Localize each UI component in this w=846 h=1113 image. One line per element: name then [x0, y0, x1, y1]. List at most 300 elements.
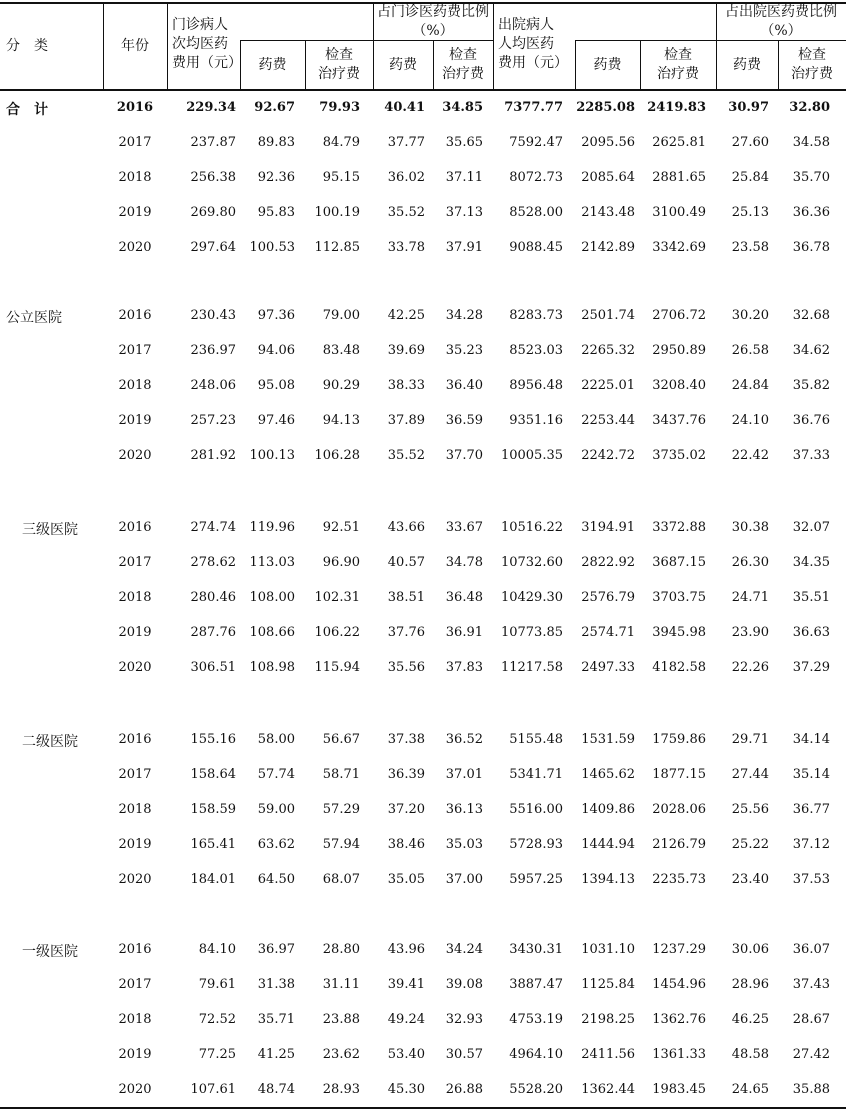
- cell-outpatient-drug-ratio: 35.05: [387, 872, 425, 887]
- cell-inpatient-exam: 3437.76: [652, 413, 706, 428]
- cell-inpatient-drug-ratio: 30.38: [731, 520, 769, 535]
- header-subline: [575, 40, 716, 41]
- cell-outpatient-exam-ratio: 35.03: [445, 837, 483, 852]
- cell-outpatient-per-visit: 256.38: [190, 170, 236, 185]
- cell-inpatient-drug: 1125.84: [581, 977, 635, 992]
- cell-outpatient-per-visit: 79.61: [198, 977, 236, 992]
- cell-outpatient-per-visit: 158.59: [190, 802, 236, 817]
- cell-inpatient-exam: 3735.02: [652, 448, 706, 463]
- cell-outpatient-exam: 28.93: [322, 1082, 360, 1097]
- cell-inpatient-per-capita: 4964.10: [509, 1047, 563, 1062]
- cell-inpatient-exam: 3372.88: [652, 520, 706, 535]
- cell-outpatient-exam: 106.22: [314, 625, 360, 640]
- cell-inpatient-drug-ratio: 28.96: [731, 977, 769, 992]
- cell-inpatient-exam: 3703.75: [652, 590, 706, 605]
- cell-outpatient-exam: 79.93: [319, 100, 360, 115]
- cell-inpatient-drug-ratio: 29.71: [731, 732, 769, 747]
- cell-inpatient-exam: 3687.15: [652, 555, 706, 570]
- cell-outpatient-drug: 31.38: [257, 977, 295, 992]
- cell-outpatient-per-visit: 257.23: [190, 413, 236, 428]
- cell-inpatient-drug-ratio: 22.26: [731, 660, 769, 675]
- cell-outpatient-drug-ratio: 35.52: [387, 205, 425, 220]
- cell-outpatient-exam: 68.07: [322, 872, 360, 887]
- cell-outpatient-exam-ratio: 34.28: [445, 308, 483, 323]
- cell-outpatient-drug: 92.36: [257, 170, 295, 185]
- group-label: 合 计: [6, 102, 48, 118]
- cell-inpatient-drug: 3194.91: [581, 520, 635, 535]
- cell-outpatient-drug: 100.13: [249, 448, 295, 463]
- cell-outpatient-drug: 36.97: [257, 942, 295, 957]
- cell-outpatient-drug: 35.71: [257, 1012, 295, 1027]
- cell-outpatient-exam: 83.48: [322, 343, 360, 358]
- group-label: 公立医院: [6, 310, 62, 326]
- cell-year: 2020: [118, 448, 152, 463]
- cell-outpatient-exam-ratio: 36.91: [445, 625, 483, 640]
- cell-outpatient-exam: 112.85: [314, 240, 360, 255]
- header-outpatient-exam: 检查 治疗费: [318, 47, 360, 82]
- cell-outpatient-exam-ratio: 34.85: [442, 100, 483, 115]
- cell-inpatient-drug: 2095.56: [581, 135, 635, 150]
- cell-outpatient-per-visit: 72.52: [198, 1012, 236, 1027]
- cell-inpatient-exam-ratio: 37.53: [792, 872, 830, 887]
- cell-inpatient-exam: 1983.45: [652, 1082, 706, 1097]
- cell-inpatient-per-capita: 9351.16: [509, 413, 563, 428]
- cell-inpatient-exam-ratio: 36.07: [792, 942, 830, 957]
- cell-inpatient-drug-ratio: 24.10: [731, 413, 769, 428]
- cell-outpatient-drug: 113.03: [249, 555, 295, 570]
- cell-outpatient-exam: 94.13: [322, 413, 360, 428]
- cell-inpatient-drug: 2497.33: [581, 660, 635, 675]
- cell-inpatient-per-capita: 8072.73: [509, 170, 563, 185]
- cell-outpatient-exam-ratio: 37.91: [445, 240, 483, 255]
- cell-outpatient-exam: 58.71: [322, 767, 360, 782]
- cell-year: 2019: [118, 625, 152, 640]
- cell-outpatient-exam-ratio: 36.59: [445, 413, 483, 428]
- cell-inpatient-drug: 1465.62: [581, 767, 635, 782]
- cell-year: 2017: [118, 977, 152, 992]
- cell-inpatient-drug-ratio: 27.44: [731, 767, 769, 782]
- header-category: 分 类: [6, 38, 48, 54]
- cell-outpatient-drug: 108.98: [249, 660, 295, 675]
- cell-inpatient-exam-ratio: 35.82: [792, 378, 830, 393]
- cell-outpatient-per-visit: 107.61: [190, 1082, 236, 1097]
- cell-outpatient-drug: 63.62: [257, 837, 295, 852]
- header-bottom-rule: [0, 89, 846, 91]
- cell-inpatient-drug: 2242.72: [581, 448, 635, 463]
- cell-year: 2016: [118, 732, 152, 747]
- cell-outpatient-drug-ratio: 38.46: [387, 837, 425, 852]
- cell-outpatient-per-visit: 287.76: [190, 625, 236, 640]
- cell-outpatient-drug: 95.08: [257, 378, 295, 393]
- cell-inpatient-drug: 1531.59: [581, 732, 635, 747]
- cell-outpatient-per-visit: 297.64: [190, 240, 236, 255]
- cell-inpatient-drug-ratio: 48.58: [731, 1047, 769, 1062]
- cell-inpatient-drug-ratio: 30.97: [728, 100, 769, 115]
- cell-outpatient-exam-ratio: 39.08: [445, 977, 483, 992]
- cell-inpatient-drug-ratio: 24.65: [731, 1082, 769, 1097]
- cell-inpatient-exam-ratio: 28.67: [792, 1012, 830, 1027]
- cell-inpatient-exam: 1454.96: [652, 977, 706, 992]
- cell-outpatient-drug-ratio: 36.39: [387, 767, 425, 782]
- cell-outpatient-exam: 115.94: [314, 660, 360, 675]
- cell-inpatient-exam: 3342.69: [652, 240, 706, 255]
- cell-inpatient-exam-ratio: 32.80: [789, 100, 830, 115]
- cell-inpatient-exam: 1361.33: [652, 1047, 706, 1062]
- cell-inpatient-drug: 1362.44: [581, 1082, 635, 1097]
- header-outpatient-ratio: 占门诊医药费比例 （%）: [377, 4, 489, 39]
- cell-inpatient-drug-ratio: 27.60: [731, 135, 769, 150]
- cell-inpatient-exam: 1362.76: [652, 1012, 706, 1027]
- cell-inpatient-exam-ratio: 36.63: [792, 625, 830, 640]
- cell-outpatient-drug-ratio: 37.77: [387, 135, 425, 150]
- cell-inpatient-drug-ratio: 30.20: [731, 308, 769, 323]
- cell-outpatient-exam-ratio: 36.48: [445, 590, 483, 605]
- header-inpatient-ratio-drug: 药费: [733, 57, 761, 73]
- header-outpatient-ratio-exam: 检查 治疗费: [442, 47, 484, 82]
- cell-year: 2018: [118, 802, 152, 817]
- cell-outpatient-drug: 97.36: [257, 308, 295, 323]
- cell-year: 2016: [118, 942, 152, 957]
- cell-inpatient-drug-ratio: 24.84: [731, 378, 769, 393]
- cell-year: 2019: [118, 205, 152, 220]
- cell-year: 2016: [118, 308, 152, 323]
- cell-inpatient-per-capita: 5155.48: [509, 732, 563, 747]
- cell-inpatient-drug-ratio: 22.42: [731, 448, 769, 463]
- cell-outpatient-drug-ratio: 37.20: [387, 802, 425, 817]
- cell-outpatient-exam-ratio: 37.13: [445, 205, 483, 220]
- cell-inpatient-drug-ratio: 26.58: [731, 343, 769, 358]
- cell-outpatient-per-visit: 165.41: [190, 837, 236, 852]
- cell-outpatient-exam: 28.80: [322, 942, 360, 957]
- cell-outpatient-exam: 23.62: [322, 1047, 360, 1062]
- cell-outpatient-per-visit: 274.74: [190, 520, 236, 535]
- cell-outpatient-exam-ratio: 34.24: [445, 942, 483, 957]
- cell-inpatient-per-capita: 5341.71: [509, 767, 563, 782]
- cell-outpatient-drug-ratio: 33.78: [387, 240, 425, 255]
- cell-inpatient-exam-ratio: 34.35: [792, 555, 830, 570]
- cell-inpatient-drug: 2085.64: [581, 170, 635, 185]
- cell-inpatient-exam: 3208.40: [652, 378, 706, 393]
- cell-inpatient-exam-ratio: 34.14: [792, 732, 830, 747]
- cell-outpatient-drug-ratio: 39.41: [387, 977, 425, 992]
- cell-outpatient-drug-ratio: 45.30: [387, 1082, 425, 1097]
- cell-inpatient-exam: 2419.83: [647, 100, 706, 115]
- header-divider: [167, 3, 168, 90]
- cell-outpatient-drug-ratio: 43.66: [387, 520, 425, 535]
- cell-outpatient-drug: 41.25: [257, 1047, 295, 1062]
- cell-inpatient-drug: 2574.71: [581, 625, 635, 640]
- cell-inpatient-exam: 2028.06: [652, 802, 706, 817]
- cell-inpatient-per-capita: 10773.85: [500, 625, 563, 640]
- cell-inpatient-drug: 2198.25: [581, 1012, 635, 1027]
- cell-outpatient-drug: 57.74: [257, 767, 295, 782]
- cell-inpatient-exam-ratio: 36.77: [792, 802, 830, 817]
- cell-outpatient-drug: 95.83: [257, 205, 295, 220]
- cell-outpatient-exam: 57.29: [322, 802, 360, 817]
- cell-inpatient-exam-ratio: 35.14: [792, 767, 830, 782]
- cell-inpatient-exam: 2625.81: [652, 135, 706, 150]
- header-inpatient-ratio-exam: 检查 治疗费: [791, 47, 833, 82]
- header-outpatient-per-visit: 门诊病人 次均医药 费用（元）: [172, 17, 242, 71]
- cell-outpatient-per-visit: 84.10: [198, 942, 236, 957]
- cell-year: 2019: [118, 837, 152, 852]
- cell-inpatient-drug-ratio: 24.71: [731, 590, 769, 605]
- cell-year: 2016: [116, 100, 154, 115]
- cell-outpatient-exam: 31.11: [322, 977, 360, 992]
- cell-inpatient-exam-ratio: 37.43: [792, 977, 830, 992]
- group-label: 一级医院: [22, 944, 78, 960]
- cell-inpatient-per-capita: 5957.25: [509, 872, 563, 887]
- cell-inpatient-exam: 4182.58: [652, 660, 706, 675]
- cell-outpatient-drug-ratio: 38.51: [387, 590, 425, 605]
- cell-outpatient-per-visit: 280.46: [190, 590, 236, 605]
- cell-year: 2019: [118, 413, 152, 428]
- cell-outpatient-per-visit: 236.97: [190, 343, 236, 358]
- header-subline: [240, 40, 373, 41]
- cell-outpatient-exam-ratio: 36.13: [445, 802, 483, 817]
- cell-year: 2017: [118, 555, 152, 570]
- cell-outpatient-drug: 58.00: [257, 732, 295, 747]
- cell-inpatient-exam: 1759.86: [652, 732, 706, 747]
- cell-inpatient-exam: 2950.89: [652, 343, 706, 358]
- cell-year: 2020: [118, 660, 152, 675]
- cell-outpatient-per-visit: 248.06: [190, 378, 236, 393]
- cell-outpatient-drug-ratio: 39.69: [387, 343, 425, 358]
- cell-outpatient-per-visit: 281.92: [190, 448, 236, 463]
- cell-outpatient-exam-ratio: 26.88: [445, 1082, 483, 1097]
- cell-outpatient-drug-ratio: 40.41: [384, 100, 425, 115]
- cell-outpatient-per-visit: 158.64: [190, 767, 236, 782]
- cell-inpatient-exam-ratio: 37.29: [792, 660, 830, 675]
- cell-outpatient-exam-ratio: 36.52: [445, 732, 483, 747]
- cell-outpatient-drug-ratio: 49.24: [387, 1012, 425, 1027]
- cell-outpatient-exam: 23.88: [322, 1012, 360, 1027]
- cell-inpatient-drug-ratio: 46.25: [731, 1012, 769, 1027]
- cell-inpatient-drug: 2265.32: [581, 343, 635, 358]
- cell-inpatient-drug: 1409.86: [581, 802, 635, 817]
- cell-inpatient-per-capita: 5528.20: [509, 1082, 563, 1097]
- cell-inpatient-per-capita: 7592.47: [509, 135, 563, 150]
- cell-inpatient-exam-ratio: 37.33: [792, 448, 830, 463]
- cell-outpatient-per-visit: 155.16: [190, 732, 236, 747]
- cell-outpatient-per-visit: 229.34: [186, 100, 236, 115]
- cell-inpatient-exam-ratio: 35.70: [792, 170, 830, 185]
- cell-inpatient-per-capita: 11217.58: [500, 660, 563, 675]
- cell-inpatient-per-capita: 10732.60: [500, 555, 563, 570]
- cell-inpatient-drug-ratio: 25.13: [731, 205, 769, 220]
- cell-inpatient-drug: 1031.10: [581, 942, 635, 957]
- cell-inpatient-per-capita: 8528.00: [509, 205, 563, 220]
- cell-outpatient-per-visit: 184.01: [190, 872, 236, 887]
- cell-inpatient-per-capita: 8523.03: [509, 343, 563, 358]
- cell-inpatient-exam: 2235.73: [652, 872, 706, 887]
- cell-outpatient-exam-ratio: 34.78: [445, 555, 483, 570]
- cell-inpatient-exam-ratio: 34.58: [792, 135, 830, 150]
- cell-outpatient-exam-ratio: 37.70: [445, 448, 483, 463]
- cell-inpatient-exam: 2881.65: [652, 170, 706, 185]
- cell-outpatient-drug: 94.06: [257, 343, 295, 358]
- cell-outpatient-exam: 57.94: [322, 837, 360, 852]
- cell-outpatient-exam: 90.29: [322, 378, 360, 393]
- group-label: 二级医院: [22, 734, 78, 750]
- cell-year: 2017: [118, 767, 152, 782]
- cell-inpatient-drug: 1394.13: [581, 872, 635, 887]
- cell-outpatient-drug: 48.74: [257, 1082, 295, 1097]
- cell-outpatient-exam: 79.00: [322, 308, 360, 323]
- cell-inpatient-exam: 3945.98: [652, 625, 706, 640]
- cell-outpatient-drug-ratio: 40.57: [387, 555, 425, 570]
- cell-inpatient-drug-ratio: 23.40: [731, 872, 769, 887]
- cell-outpatient-exam-ratio: 37.01: [445, 767, 483, 782]
- cell-inpatient-exam-ratio: 35.51: [792, 590, 830, 605]
- cell-year: 2018: [118, 170, 152, 185]
- cell-outpatient-exam: 84.79: [322, 135, 360, 150]
- cell-outpatient-per-visit: 230.43: [190, 308, 236, 323]
- cell-outpatient-drug: 64.50: [257, 872, 295, 887]
- cell-inpatient-per-capita: 3887.47: [509, 977, 563, 992]
- cell-inpatient-exam: 3100.49: [652, 205, 706, 220]
- cell-outpatient-per-visit: 269.80: [190, 205, 236, 220]
- header-inpatient-ratio: 占出院医药费比例 （%）: [725, 4, 837, 39]
- cell-inpatient-per-capita: 9088.45: [509, 240, 563, 255]
- cell-outpatient-exam-ratio: 30.57: [445, 1047, 483, 1062]
- cell-outpatient-drug: 59.00: [257, 802, 295, 817]
- header-year: 年份: [121, 38, 149, 54]
- group-label: 三级医院: [22, 522, 78, 538]
- header-inpatient-drug: 药费: [593, 57, 622, 73]
- cell-inpatient-per-capita: 10429.30: [500, 590, 563, 605]
- cell-inpatient-exam-ratio: 34.62: [792, 343, 830, 358]
- cell-inpatient-exam-ratio: 36.76: [792, 413, 830, 428]
- cell-inpatient-drug: 2253.44: [581, 413, 635, 428]
- cell-outpatient-exam-ratio: 37.00: [445, 872, 483, 887]
- cell-inpatient-drug: 2143.48: [581, 205, 635, 220]
- cell-outpatient-drug: 97.46: [257, 413, 295, 428]
- header-inpatient-exam: 检查 治疗费: [657, 47, 699, 82]
- cell-inpatient-exam: 2706.72: [652, 308, 706, 323]
- cell-year: 2018: [118, 1012, 152, 1027]
- cell-inpatient-drug-ratio: 25.84: [731, 170, 769, 185]
- cell-inpatient-exam-ratio: 27.42: [792, 1047, 830, 1062]
- cell-outpatient-drug-ratio: 35.56: [387, 660, 425, 675]
- cell-inpatient-exam-ratio: 37.12: [792, 837, 830, 852]
- cell-inpatient-per-capita: 10516.22: [500, 520, 563, 535]
- cell-inpatient-drug-ratio: 25.22: [731, 837, 769, 852]
- cell-outpatient-exam: 106.28: [314, 448, 360, 463]
- cell-outpatient-drug: 89.83: [257, 135, 295, 150]
- cell-year: 2017: [118, 135, 152, 150]
- cell-year: 2020: [118, 872, 152, 887]
- header-divider: [493, 3, 494, 90]
- cell-inpatient-drug: 2285.08: [576, 100, 635, 115]
- cell-outpatient-exam-ratio: 36.40: [445, 378, 483, 393]
- cell-inpatient-drug: 1444.94: [581, 837, 635, 852]
- cell-inpatient-drug-ratio: 23.90: [731, 625, 769, 640]
- cell-outpatient-per-visit: 278.62: [190, 555, 236, 570]
- cell-inpatient-drug: 2225.01: [581, 378, 635, 393]
- cell-inpatient-drug: 2822.92: [581, 555, 635, 570]
- cell-outpatient-exam: 102.31: [314, 590, 360, 605]
- cell-year: 2018: [118, 378, 152, 393]
- cell-inpatient-exam-ratio: 36.78: [792, 240, 830, 255]
- cell-outpatient-drug: 92.67: [254, 100, 295, 115]
- cell-outpatient-drug-ratio: 53.40: [387, 1047, 425, 1062]
- cell-inpatient-per-capita: 5516.00: [509, 802, 563, 817]
- cell-inpatient-per-capita: 5728.93: [509, 837, 563, 852]
- cell-inpatient-exam-ratio: 36.36: [792, 205, 830, 220]
- cell-inpatient-drug: 2501.74: [581, 308, 635, 323]
- cell-outpatient-exam-ratio: 35.23: [445, 343, 483, 358]
- cell-inpatient-exam-ratio: 32.68: [792, 308, 830, 323]
- cell-outpatient-drug-ratio: 43.96: [387, 942, 425, 957]
- cell-outpatient-exam: 95.15: [322, 170, 360, 185]
- cell-outpatient-exam: 56.67: [322, 732, 360, 747]
- cell-outpatient-drug: 108.66: [249, 625, 295, 640]
- cell-outpatient-drug-ratio: 37.38: [387, 732, 425, 747]
- cell-inpatient-exam-ratio: 35.88: [792, 1082, 830, 1097]
- cell-inpatient-drug-ratio: 23.58: [731, 240, 769, 255]
- cell-outpatient-exam-ratio: 33.67: [445, 520, 483, 535]
- cell-inpatient-per-capita: 3430.31: [509, 942, 563, 957]
- cell-inpatient-per-capita: 10005.35: [500, 448, 563, 463]
- cell-outpatient-drug-ratio: 37.76: [387, 625, 425, 640]
- header-outpatient-ratio-drug: 药费: [389, 57, 417, 73]
- cell-inpatient-exam: 2126.79: [652, 837, 706, 852]
- cell-year: 2020: [118, 1082, 152, 1097]
- cell-outpatient-drug: 108.00: [249, 590, 295, 605]
- header-inpatient-per-capita: 出院病人 人均医药 费用（元）: [498, 17, 568, 71]
- cell-outpatient-drug-ratio: 37.89: [387, 413, 425, 428]
- cell-year: 2018: [118, 590, 152, 605]
- cell-outpatient-per-visit: 306.51: [190, 660, 236, 675]
- cell-outpatient-drug: 119.96: [249, 520, 295, 535]
- cell-inpatient-exam: 1237.29: [652, 942, 706, 957]
- cell-outpatient-exam: 92.51: [322, 520, 360, 535]
- cell-inpatient-per-capita: 4753.19: [509, 1012, 563, 1027]
- cell-outpatient-drug-ratio: 36.02: [387, 170, 425, 185]
- cell-outpatient-drug-ratio: 35.52: [387, 448, 425, 463]
- header-outpatient-drug: 药费: [258, 57, 287, 73]
- cell-inpatient-drug: 2142.89: [581, 240, 635, 255]
- cell-inpatient-exam: 1877.15: [652, 767, 706, 782]
- cell-outpatient-exam-ratio: 37.83: [445, 660, 483, 675]
- cell-outpatient-drug: 100.53: [249, 240, 295, 255]
- cell-outpatient-per-visit: 77.25: [198, 1047, 236, 1062]
- cell-year: 2019: [118, 1047, 152, 1062]
- cell-outpatient-exam-ratio: 32.93: [445, 1012, 483, 1027]
- cell-inpatient-per-capita: 7377.77: [504, 100, 563, 115]
- cell-inpatient-drug: 2411.56: [581, 1047, 635, 1062]
- cell-inpatient-per-capita: 8956.48: [509, 378, 563, 393]
- cell-outpatient-drug-ratio: 42.25: [387, 308, 425, 323]
- cell-year: 2017: [118, 343, 152, 358]
- cell-outpatient-exam: 96.90: [322, 555, 360, 570]
- cell-inpatient-exam-ratio: 32.07: [792, 520, 830, 535]
- cell-inpatient-per-capita: 8283.73: [509, 308, 563, 323]
- cell-outpatient-exam: 100.19: [314, 205, 360, 220]
- cell-outpatient-per-visit: 237.87: [190, 135, 236, 150]
- cell-inpatient-drug-ratio: 26.30: [731, 555, 769, 570]
- cell-year: 2016: [118, 520, 152, 535]
- cell-outpatient-exam-ratio: 35.65: [445, 135, 483, 150]
- cell-outpatient-exam-ratio: 37.11: [445, 170, 483, 185]
- cell-year: 2020: [118, 240, 152, 255]
- cell-inpatient-drug-ratio: 25.56: [731, 802, 769, 817]
- cell-outpatient-drug-ratio: 38.33: [387, 378, 425, 393]
- cell-inpatient-drug-ratio: 30.06: [731, 942, 769, 957]
- table-bottom-rule: [0, 1107, 846, 1109]
- cell-inpatient-drug: 2576.79: [581, 590, 635, 605]
